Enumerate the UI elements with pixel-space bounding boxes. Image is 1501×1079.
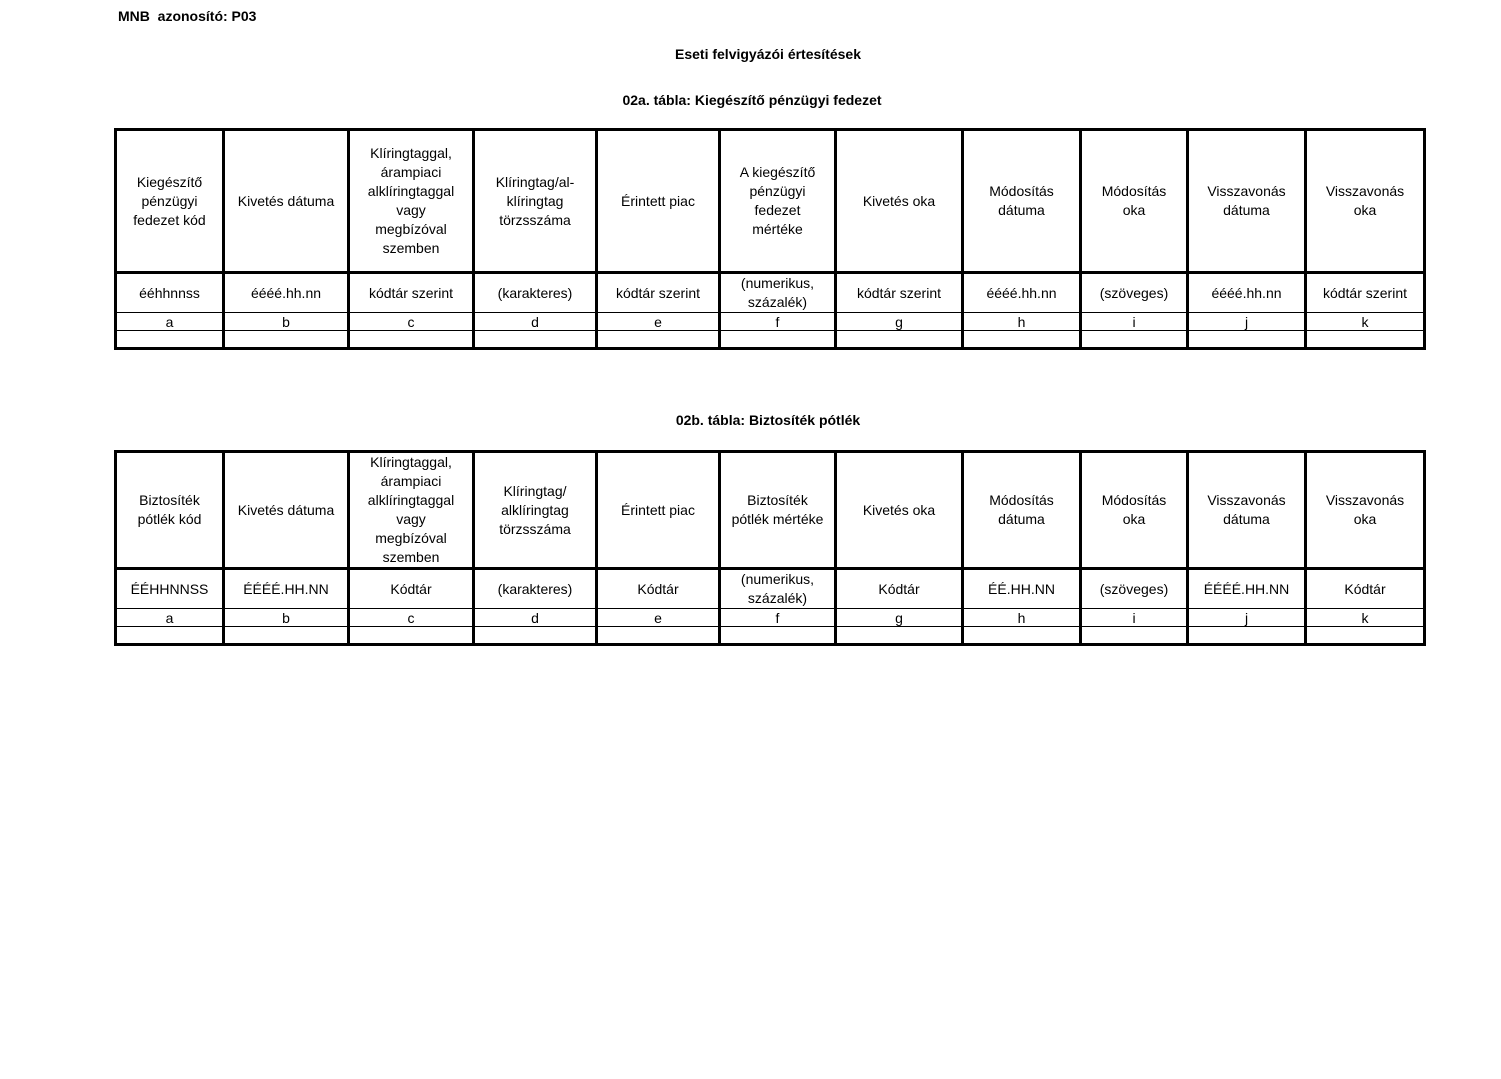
table-b-letter-row xyxy=(116,609,1425,627)
table-b-format-cell: ÉÉHHNNSS xyxy=(116,569,224,609)
table-a-data-cell xyxy=(224,331,349,349)
table-b-data-cell xyxy=(349,627,474,645)
table-a-letter-cell: f xyxy=(720,313,836,331)
table-b-format-cell: ÉÉ.HH.NN xyxy=(963,569,1081,609)
table-b-data-cell xyxy=(720,627,836,645)
table-a-format-cell: (numerikus, százalék) xyxy=(720,273,836,313)
table-a-format-cell: éééé.hh.nn xyxy=(224,273,349,313)
table-a-data-cell xyxy=(597,331,720,349)
table-a-letter-cell: h xyxy=(963,313,1081,331)
document-id: MNB azonosító: P03 xyxy=(118,8,257,24)
table-b-letter-cell: e xyxy=(597,609,720,627)
table-b-header-cell: Visszavonás dátuma xyxy=(1188,452,1306,569)
table-b-header-cell: Kivetés dátuma xyxy=(224,452,349,569)
table-a-data-cell xyxy=(1306,331,1425,349)
table-a-header-cell: Kivetés dátuma xyxy=(224,130,349,273)
table-b-title: 02b. tábla: Biztosíték pótlék xyxy=(675,412,861,428)
table-a-format-cell: ééhhnnss xyxy=(116,273,224,313)
table-a-format-cell: kódtár szerint xyxy=(1306,273,1425,313)
table-a-data-row xyxy=(116,331,1425,349)
table-b-format-cell: ÉÉÉÉ.HH.NN xyxy=(1188,569,1306,609)
table-a-letter-cell: d xyxy=(474,313,597,331)
table-b-letter-cell: c xyxy=(349,609,474,627)
table-a-header-cell: A kiegészítő pénzügyi fedezet mértéke xyxy=(720,130,836,273)
table-b-data-cell xyxy=(224,627,349,645)
table-a-format-row xyxy=(116,273,1425,313)
table-a-header-cell: Klíringtag/al- klíringtag törzsszáma xyxy=(474,130,597,273)
table-b-header-cell: Biztosíték pótlék kód xyxy=(116,452,224,569)
table-a-data-cell xyxy=(116,331,224,349)
table-a-header-cell: Klíringtaggal, árampiaci alklíringtaggal vagy megbízóval szemben xyxy=(349,130,474,273)
table-b-header-cell: Klíringtag/ alklíringtag törzsszáma xyxy=(474,452,597,569)
table-a-letter-cell: a xyxy=(116,313,224,331)
table-a-data-cell xyxy=(836,331,963,349)
table-a xyxy=(114,128,1426,350)
table-a-header-cell: Visszavonás oka xyxy=(1306,130,1425,273)
table-b-format-cell: (szöveges) xyxy=(1081,569,1188,609)
table-a-letter-cell: i xyxy=(1081,313,1188,331)
table-b-format-cell: Kódtár xyxy=(1306,569,1425,609)
table-b-header-cell: Kivetés oka xyxy=(836,452,963,569)
table-b-header-row xyxy=(116,452,1425,569)
table-b-letter-cell: a xyxy=(116,609,224,627)
table-a-letter-cell: k xyxy=(1306,313,1425,331)
table-b-format-row xyxy=(116,569,1425,609)
table-b-data-cell xyxy=(597,627,720,645)
table-a-letter-cell: c xyxy=(349,313,474,331)
table-b-data-row xyxy=(116,627,1425,645)
table-a-letter-cell: b xyxy=(224,313,349,331)
table-a-data-cell xyxy=(1188,331,1306,349)
table-a-format-cell: éééé.hh.nn xyxy=(963,273,1081,313)
table-b-format-cell: Kódtár xyxy=(597,569,720,609)
table-b-data-cell xyxy=(1188,627,1306,645)
table-a-letter-cell: e xyxy=(597,313,720,331)
table-b-letter-cell: f xyxy=(720,609,836,627)
table-a-letter-cell: j xyxy=(1188,313,1306,331)
page-title: Eseti felvigyázói értesítések xyxy=(675,46,861,62)
table-b-format-cell: Kódtár xyxy=(349,569,474,609)
table-b-format-cell: (karakteres) xyxy=(474,569,597,609)
table-a-letter-row xyxy=(116,313,1425,331)
table-b-letter-cell: h xyxy=(963,609,1081,627)
table-a-letter-cell: g xyxy=(836,313,963,331)
table-b-header-cell: Módosítás oka xyxy=(1081,452,1188,569)
table-a-header-cell: Módosítás oka xyxy=(1081,130,1188,273)
table-b-letter-cell: k xyxy=(1306,609,1425,627)
table-a-header-cell: Kiegészítő pénzügyi fedezet kód xyxy=(116,130,224,273)
table-b-data-cell xyxy=(836,627,963,645)
table-b-letter-cell: i xyxy=(1081,609,1188,627)
table-b-data-cell xyxy=(963,627,1081,645)
table-a-format-cell: kódtár szerint xyxy=(836,273,963,313)
table-b-data-cell xyxy=(1081,627,1188,645)
table-a-data-cell xyxy=(720,331,836,349)
table-a-format-cell: kódtár szerint xyxy=(349,273,474,313)
table-a-title: 02a. tábla: Kiegészítő pénzügyi fedezet xyxy=(622,92,882,108)
table-b-data-cell xyxy=(474,627,597,645)
table-a-header-cell: Kivetés oka xyxy=(836,130,963,273)
table-b-format-cell: (numerikus, százalék) xyxy=(720,569,836,609)
table-b-letter-cell: j xyxy=(1188,609,1306,627)
table-b-header-cell: Módosítás dátuma xyxy=(963,452,1081,569)
table-a-data-cell xyxy=(1081,331,1188,349)
table-a-header-cell: Módosítás dátuma xyxy=(963,130,1081,273)
table-a-data-cell xyxy=(349,331,474,349)
table-a-format-cell: (szöveges) xyxy=(1081,273,1188,313)
table-b-letter-cell: g xyxy=(836,609,963,627)
table-a-data-cell xyxy=(474,331,597,349)
table-a-header-cell: Visszavonás dátuma xyxy=(1188,130,1306,273)
table-b-letter-cell: b xyxy=(224,609,349,627)
table-b-format-cell: ÉÉÉÉ.HH.NN xyxy=(224,569,349,609)
table-b-letter-cell: d xyxy=(474,609,597,627)
table-a-format-cell: (karakteres) xyxy=(474,273,597,313)
table-a-format-cell: kódtár szerint xyxy=(597,273,720,313)
table-a-header-cell: Érintett piac xyxy=(597,130,720,273)
table-b xyxy=(114,450,1426,646)
table-a-header-row xyxy=(116,130,1425,273)
table-a-format-cell: éééé.hh.nn xyxy=(1188,273,1306,313)
table-b-header-cell: Klíringtaggal, árampiaci alklíringtaggal vagy megbízóval szemben xyxy=(349,452,474,569)
table-b-header-cell: Visszavonás oka xyxy=(1306,452,1425,569)
table-b-header-cell: Érintett piac xyxy=(597,452,720,569)
table-b-data-cell xyxy=(116,627,224,645)
table-b-data-cell xyxy=(1306,627,1425,645)
table-b-header-cell: Biztosíték pótlék mértéke xyxy=(720,452,836,569)
table-b-format-cell: Kódtár xyxy=(836,569,963,609)
table-a-data-cell xyxy=(963,331,1081,349)
